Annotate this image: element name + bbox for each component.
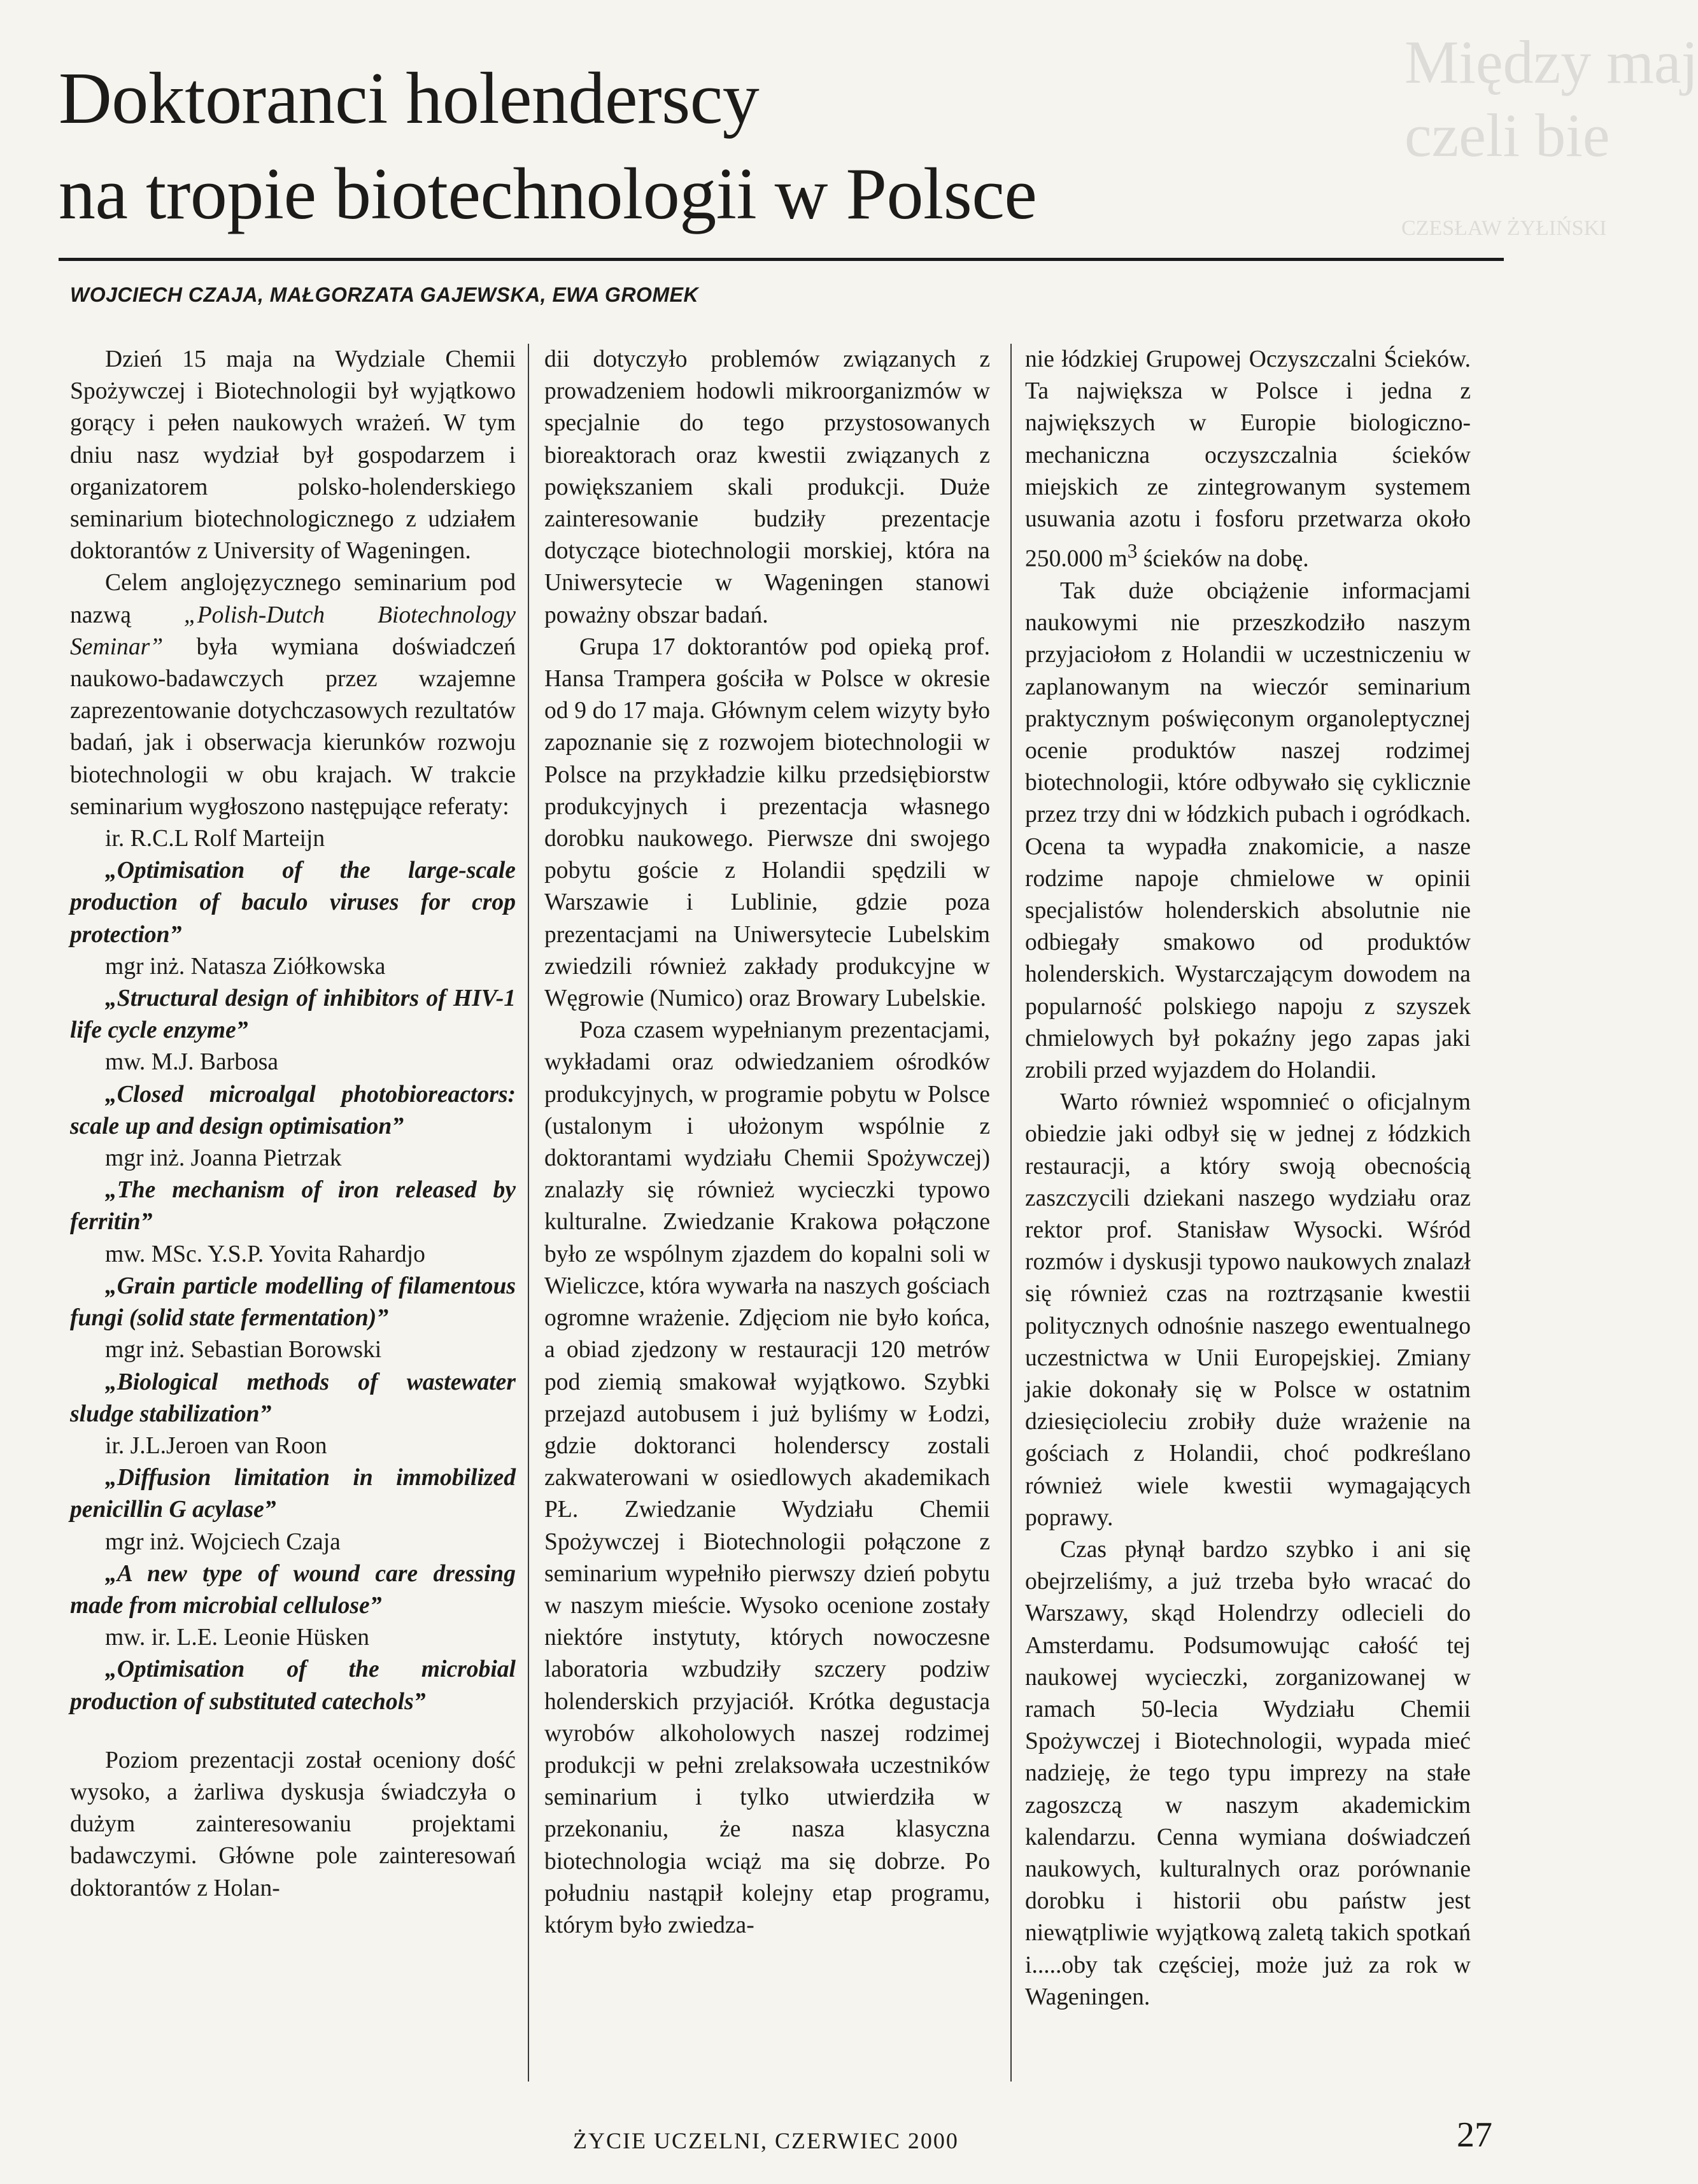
footer-publication: ŻYCIE UCZELNI, CZERWIEC 2000 [573, 2128, 959, 2153]
text-run: ścieków na dobę. [1137, 546, 1309, 572]
column-2 [544, 344, 990, 1941]
lecture-topic: „The mechanism of iron released by ferritin” [70, 1177, 516, 1236]
lecture-topic: „Diffusion limitation in immobilized penicillin G acylase” [70, 1465, 516, 1523]
paragraph [1025, 344, 1471, 575]
paragraph: Grupa 17 doktorantów pod opieką prof. Hansa Trampera gościła w Polsce w okresie od 9 do 17 maja. Głównym celem wizyty było zapoznanie się z rozwojem biotechnologii w Polsce na przykładzie kilku przedsiębiorstw produkcyjnych i prezentacja własnego dorobku naukowego. Pierwsze dni swojego pobytu goście z Holandii spędzili w Warszawie i Lublinie, gdzie poza prezentacjami na Uniwersytecie Lubelskim zwiedzili również zakłady produkcyjne w Węgrowie (Numico) oraz Browary Lubelskie. [544, 633, 990, 1012]
paragraph [70, 567, 516, 823]
paragraph: Poziom prezentacji został oceniony dość wysoko, a żarliwa dyskusja świadczyła o dużym zainteresowaniu projektami badawczymi. Główne pole zainteresowań doktorantów z Holan- [70, 1747, 516, 1901]
lecture-topic: „Closed microalgal photobioreactors: scale up and design optimisation” [70, 1081, 516, 1139]
lecture-speaker: mgr inż. Joanna Pietrzak [105, 1145, 342, 1172]
title-line-2: na tropie biotechnologii w Polsce [59, 153, 1037, 235]
seminar-name: „Polish-Dutch Biotechnology Seminar” [70, 602, 516, 660]
lecture-speaker: mgr inż. Sebastian Borowski [105, 1337, 382, 1363]
lecture-topic: „Biological methods of wastewater sludge stabilization” [70, 1369, 516, 1427]
lecture-speaker: mw. MSc. Y.S.P. Yovita Rahardjo [105, 1241, 425, 1267]
paragraph: dii dotyczyło problemów związanych z prowadzeniem hodowli mikroorganizmów w specjalnie do tego przystosowanych bioreaktorach oraz kwestii związanych z powiększaniem skali produkcji. Duże zainteresowanie budziły prezentacje dotyczące biotechnologii morskiej, która na Uniwersytecie w Wageningen stanowi poważny obszar badań. [544, 346, 990, 628]
authors-byline: WOJCIECH CZAJA, MAŁGORZATA GAJEWSKA, EWA GROMEK [70, 283, 699, 306]
paragraph: Czas płynął bardzo szybko i ani się obejrzeliśmy, a już trzeba było wracać do Warszawy, skąd Holendrzy odlecieli do Amsterdamu. Podsumowując całość tej naukowej wycieczki, zorganizowanej w ramach 50-lecia Wydziału Chemii Spożywczej i Biotechnologii, wypada mieć nadzieję, że tego typu imprezy na stałe zagoszczą w naszym akademickim kalendarzu. Cenna wymiana doświadczeń naukowych, kulturalnych oraz porównanie dorobku i historii obu państw jest niewątpliwie wyjątkową zaletą takich spotkań i.....oby tak częściej, może już za rok w Wageningen. [1025, 1537, 1471, 2010]
lecture-speaker: mgr inż. Wojciech Czaja [105, 1528, 341, 1555]
lecture-topic: „Optimisation of the microbial production of substituted catechols” [70, 1656, 516, 1715]
lecture-speaker: ir. J.L.Jeroen van Roon [105, 1432, 327, 1459]
title-line-1: Doktoranci holenderscy [59, 58, 760, 139]
column-3 [1025, 344, 1471, 2013]
lecture-speaker: mgr inż. Natasza Ziółkowska [105, 953, 386, 980]
text-run: nie łódzkiej Grupowej Oczyszczalni Ścieków. Ta największa w Polsce i jedna z największych w Europie biologiczno-mechaniczna oczyszczalnia ścieków miejskich ze zintegrowanym systemem usuwania azotu i fosforu przetwarza około 250.000 m [1025, 346, 1471, 572]
title-rule [59, 258, 1504, 261]
lecture-speaker: mw. M.J. Barbosa [105, 1049, 279, 1076]
page-number: 27 [1457, 2115, 1492, 2155]
paragraph: Warto również wspomnieć o oficjalnym obiedzie jaki odbył się w jednej z łódzkich restauracji, a który swoją obecnością zaszczycili dziekani naszego wydziału oraz rektor prof. Stanisław Wysocki. Wśród rozmów i dyskusji typowo naukowych znalazł się również czas na roztrząsanie kwestii politycznych odnośnie naszego ewentualnego uczestnictwa w Unii Europejskiej. Zmiany jakie dokonały się w Polsce w ostatnim dziesięcioleciu zrobiły duże wrażenie na gościach z Holandii, choć podkreślano również wiele kwestii wymagających poprawy. [1025, 1089, 1471, 1531]
column-divider-1 [528, 344, 529, 2082]
lecture-speaker: ir. R.C.L Rolf Marteijn [105, 826, 325, 852]
lecture-speaker: mw. ir. L.E. Leonie Hüsken [105, 1624, 370, 1651]
paragraph: Poza czasem wypełnianym prezentacjami, wykładami oraz odwiedzaniem ośrodków produkcyjnych, w programie pobytu w Polsce (ustalonym i ułożonym wspólnie z doktorantami wydziału Chemii Spożywczej) znalazły się również wycieczki typowo kulturalne. Zwiedzanie Krakowa połączone było ze wspólnym zjazdem do kopalni soli w Wieliczce, która wywarła na naszych gościach ogromne wrażenie. Zdjęciom nie było końca, a obiad zjedzony w restauracji 120 metrów pod ziemią smakował wyjątkowo. Szybki przejazd autobusem i już byliśmy w Łodzi, gdzie doktoranci holenderscy zostali zakwaterowani w osiedlowych akademikach PŁ. Zwiedzanie Wydziału Chemii Spożywczej i Biotechnologii połączone z seminarium wypełniło pierwszy dzień pobytu w naszym mieście. Wysoko ocenione zostały niektóre instytuty, których nowoczesne laboratoria wzbudziły szczery podziw holenderskich przyjaciół. Krótka degustacja wyrobów alkoholowych naszej rodzimej produkcji w pełni zrelaksowała uczestników seminarium i tylko utwierdziła w przekonaniu, że nasza klasyczna biotechnologia wciąż ma się dobrze. Po południu nastąpił kolejny etap programu, którym było zwiedza- [544, 1017, 990, 1938]
text-run: Celem anglojęzycznego seminarium pod nazwą [70, 570, 516, 628]
bleed-title-line2: czeli bie [1404, 101, 1610, 169]
column-1 [70, 344, 516, 1905]
bleed-title-line1: Między maj [1404, 28, 1698, 96]
text-run: była wymiana doświadczeń naukowo-badawczych przez wzajemne zaprezentowanie dotychczasowych rezultatów badań, jak i obserwacja kierunków rozwoju biotechnologii w obu krajach. W trakcie seminarium wygłoszono następujące referaty: [70, 633, 516, 820]
paragraph: Tak duże obciążenie informacjami naukowymi nie przeszkodziło naszym przyjaciołom z Holandii w uczestniczeniu w zaplanowanym na wieczór seminarium praktycznym poświęconym organoleptycznej ocenie produktów naszej rodzimej biotechnologii, które odbywało się cyklicznie przez trzy dni w łódzkich pubach i ogródkach. Ocena ta wypadła znakomicie, a nasze rodzime napoje chmielowe w opinii specjalistów holenderskich absolutnie nie odbiegały smakowo od produktów holenderskich. Wystarczającym dowodem na popularność polskiego napoju z szyszek chmielowych był pokaźny jego zapas jaki zrobili przed wyjazdem do Holandii. [1025, 577, 1471, 1083]
lecture-topic: „A new type of wound care dressing made from microbial cellulose” [70, 1560, 516, 1619]
column-divider-2 [1010, 344, 1012, 2082]
article-title [59, 51, 1415, 242]
lecture-topic: „Grain particle modelling of filamentous fungi (solid state fermentation)” [70, 1272, 516, 1332]
lecture-topic: „Optimisation of the large-scale production of baculo viruses for crop protection” [70, 857, 516, 948]
superscript-3: 3 [1127, 540, 1138, 563]
lecture-topic: „Structural design of inhibitors of HIV-1 life cycle enzyme” [70, 985, 516, 1044]
bleed-byline: CZESŁAW ŻYŁIŃSKI [1401, 216, 1607, 240]
paragraph: Dzień 15 maja na Wydziale Chemii Spożywczej i Biotechnologii był wyjątkowo gorący i pełen naukowych wrażeń. W tym dniu nasz wydział był gospodarzem i organizatorem polsko-holenderskiego seminarium biotechnologicznego z udziałem doktorantów z University of Wageningen. [70, 346, 516, 565]
